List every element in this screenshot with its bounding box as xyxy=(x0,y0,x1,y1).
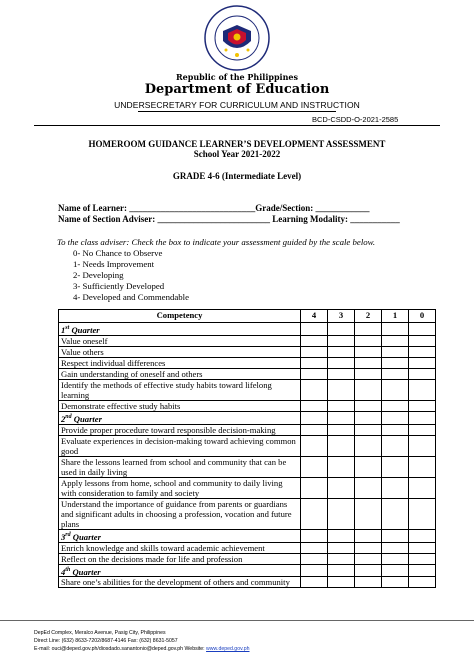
checkbox-cell[interactable] xyxy=(382,424,409,435)
competency-cell: Demonstrate effective study habits xyxy=(59,400,301,411)
checkbox-cell[interactable] xyxy=(301,335,328,346)
checkbox-cell[interactable] xyxy=(328,379,355,400)
instruction-text: To the class adviser: Check the box to indicate your assessment guided by the scale below. xyxy=(57,237,376,247)
header-divider xyxy=(138,111,336,112)
table-row xyxy=(59,368,436,379)
scale-item: 4- Developed and Commendable xyxy=(73,292,190,302)
checkbox-cell[interactable] xyxy=(382,477,409,498)
score-cell[interactable] xyxy=(409,564,436,577)
checkbox-cell[interactable] xyxy=(301,346,328,357)
republic-line: Republic of the Philippines xyxy=(175,72,298,82)
quarter-row xyxy=(59,323,436,336)
checkbox-cell[interactable] xyxy=(409,335,436,346)
scale-item: 1- Needs Improvement xyxy=(73,259,155,269)
checkbox-cell[interactable] xyxy=(328,357,355,368)
checkbox-cell[interactable] xyxy=(328,553,355,564)
checkbox-cell[interactable] xyxy=(355,542,382,553)
table-row xyxy=(59,424,436,435)
competency-cell: Gain understanding of oneself and others xyxy=(59,368,301,379)
checkbox-cell[interactable] xyxy=(301,400,328,411)
footer-address: DepEd Complex, Meralco Avenue, Pasig City, Philippines xyxy=(34,630,166,636)
learner-grade-field-row[interactable]: Name of Learner: ____________________________Grade/Section: ____________ xyxy=(58,203,370,213)
checkbox-cell[interactable] xyxy=(328,498,355,529)
quarter-row xyxy=(59,411,436,424)
checkbox-cell[interactable] xyxy=(328,477,355,498)
table-row xyxy=(59,577,436,588)
table-row xyxy=(59,542,436,553)
footer-divider xyxy=(0,620,474,621)
quarter-label: 3rd Quarter xyxy=(59,529,301,542)
score-cell[interactable] xyxy=(355,529,382,542)
score-cell[interactable] xyxy=(328,564,355,577)
competency-cell: Evaluate experiences in decision-making toward achieving common good xyxy=(59,435,301,456)
competency-cell: Value others xyxy=(59,346,301,357)
competency-cell: Apply lessons from home, school and community to daily living with consideration to family and society xyxy=(59,477,301,498)
checkbox-cell[interactable] xyxy=(382,456,409,477)
undersecretary-line: UNDERSECRETARY FOR CURRICULUM AND INSTRUCTION xyxy=(114,100,360,110)
table-row xyxy=(59,553,436,564)
checkbox-cell[interactable] xyxy=(301,553,328,564)
score-cell[interactable] xyxy=(382,323,409,336)
score-cell[interactable] xyxy=(409,323,436,336)
competency-cell: Provide proper procedure toward responsible decision-making xyxy=(59,424,301,435)
footer-email-text: E-mail: ouci@deped.gov.ph/diosdado.sanantonio@deped.gov.ph Website: xyxy=(34,646,205,652)
score-cell[interactable] xyxy=(301,323,328,336)
score-cell[interactable] xyxy=(409,411,436,424)
checkbox-cell[interactable] xyxy=(301,435,328,456)
competency-cell: Share one’s abilities for the development of others and community xyxy=(59,577,301,588)
checkbox-cell[interactable] xyxy=(382,553,409,564)
checkbox-cell[interactable] xyxy=(382,368,409,379)
quarter-row xyxy=(59,564,436,577)
scale-item: 3- Sufficiently Developed xyxy=(73,281,165,291)
adviser-modality-field-row[interactable]: Name of Section Adviser: _________________________ Learning Modality: ___________ xyxy=(58,214,400,224)
footer-website-link[interactable]: www.deped.gov.ph xyxy=(206,646,250,652)
document-title: HOMEROOM GUIDANCE LEARNER’S DEVELOPMENT ASSESSMENT xyxy=(88,139,386,149)
checkbox-cell[interactable] xyxy=(301,498,328,529)
checkbox-cell[interactable] xyxy=(301,424,328,435)
checkbox-cell[interactable] xyxy=(328,335,355,346)
checkbox-cell[interactable] xyxy=(382,335,409,346)
checkbox-cell[interactable] xyxy=(409,400,436,411)
checkbox-cell[interactable] xyxy=(382,542,409,553)
score-cell[interactable] xyxy=(328,529,355,542)
score-cell[interactable] xyxy=(409,529,436,542)
checkbox-cell[interactable] xyxy=(355,577,382,588)
table-row xyxy=(59,335,436,346)
quarter-label: 1st Quarter xyxy=(59,323,301,336)
checkbox-cell[interactable] xyxy=(382,346,409,357)
score-cell[interactable] xyxy=(382,564,409,577)
checkbox-cell[interactable] xyxy=(409,424,436,435)
checkbox-cell[interactable] xyxy=(301,542,328,553)
checkbox-cell[interactable] xyxy=(382,400,409,411)
table-header-row xyxy=(59,310,436,323)
score-cell[interactable] xyxy=(382,529,409,542)
header-rule xyxy=(34,125,440,126)
checkbox-cell[interactable] xyxy=(328,435,355,456)
checkbox-cell[interactable] xyxy=(355,553,382,564)
checkbox-cell[interactable] xyxy=(328,456,355,477)
grade-level: GRADE 4-6 (Intermediate Level) xyxy=(172,171,302,181)
checkbox-cell[interactable] xyxy=(355,357,382,368)
header-competency: Competency xyxy=(59,310,301,323)
table-row xyxy=(59,498,436,529)
checkbox-cell[interactable] xyxy=(328,577,355,588)
header-score-3: 3 xyxy=(328,310,355,323)
competency-cell: Share the lessons learned from school and community that can be used in daily living xyxy=(59,456,301,477)
checkbox-cell[interactable] xyxy=(355,498,382,529)
quarter-row xyxy=(59,529,436,542)
checkbox-cell[interactable] xyxy=(355,424,382,435)
checkbox-cell[interactable] xyxy=(301,456,328,477)
checkbox-cell[interactable] xyxy=(355,368,382,379)
checkbox-cell[interactable] xyxy=(301,368,328,379)
checkbox-cell[interactable] xyxy=(355,435,382,456)
checkbox-cell[interactable] xyxy=(409,542,436,553)
competency-cell: Understand the importance of guidance from parents or guardians and significant adults in choosing a profession, vocation and future plans xyxy=(59,498,301,529)
table-row xyxy=(59,435,436,456)
checkbox-cell[interactable] xyxy=(355,456,382,477)
deped-seal-logo xyxy=(204,5,270,71)
checkbox-cell[interactable] xyxy=(409,553,436,564)
header-score-1: 1 xyxy=(382,310,409,323)
score-cell[interactable] xyxy=(355,564,382,577)
checkbox-cell[interactable] xyxy=(328,368,355,379)
table-row xyxy=(59,357,436,368)
competency-table xyxy=(58,309,436,588)
score-cell[interactable] xyxy=(355,411,382,424)
score-cell[interactable] xyxy=(328,411,355,424)
checkbox-cell[interactable] xyxy=(328,424,355,435)
quarter-label: 4th Quarter xyxy=(59,564,301,577)
competency-cell: Identify the methods of effective study habits toward lifelong learning xyxy=(59,379,301,400)
competency-cell: Value oneself xyxy=(59,335,301,346)
checkbox-cell[interactable] xyxy=(382,435,409,456)
table-row xyxy=(59,477,436,498)
checkbox-cell[interactable] xyxy=(409,577,436,588)
checkbox-cell[interactable] xyxy=(355,335,382,346)
checkbox-cell[interactable] xyxy=(355,400,382,411)
checkbox-cell[interactable] xyxy=(409,357,436,368)
scale-item: 0- No Chance to Observe xyxy=(73,248,163,258)
checkbox-cell[interactable] xyxy=(328,346,355,357)
checkbox-cell[interactable] xyxy=(301,379,328,400)
competency-cell: Reflect on the decisions made for life and profession xyxy=(59,553,301,564)
checkbox-cell[interactable] xyxy=(382,498,409,529)
header-score-4: 4 xyxy=(301,310,328,323)
checkbox-cell[interactable] xyxy=(409,379,436,400)
checkbox-cell[interactable] xyxy=(301,477,328,498)
checkbox-cell[interactable] xyxy=(409,498,436,529)
scale-item: 2- Developing xyxy=(73,270,124,280)
checkbox-cell[interactable] xyxy=(409,477,436,498)
score-cell[interactable] xyxy=(382,411,409,424)
school-year: School Year 2021-2022 xyxy=(193,149,281,159)
quarter-label: 2nd Quarter xyxy=(59,411,301,424)
document-code: BCD-CSDD-O-2021-2585 xyxy=(312,115,399,124)
checkbox-cell[interactable] xyxy=(409,346,436,357)
checkbox-cell[interactable] xyxy=(382,357,409,368)
checkbox-cell[interactable] xyxy=(301,357,328,368)
competency-cell: Respect individual differences xyxy=(59,357,301,368)
checkbox-cell[interactable] xyxy=(355,379,382,400)
department-name: Department of Education xyxy=(144,82,330,97)
table-row xyxy=(59,456,436,477)
checkbox-cell[interactable] xyxy=(355,346,382,357)
score-cell[interactable] xyxy=(328,323,355,336)
checkbox-cell[interactable] xyxy=(409,368,436,379)
checkbox-cell[interactable] xyxy=(382,577,409,588)
header-score-0: 0 xyxy=(409,310,436,323)
checkbox-cell[interactable] xyxy=(301,577,328,588)
checkbox-cell[interactable] xyxy=(328,400,355,411)
checkbox-cell[interactable] xyxy=(409,435,436,456)
checkbox-cell[interactable] xyxy=(409,456,436,477)
score-cell[interactable] xyxy=(301,411,328,424)
score-cell[interactable] xyxy=(301,529,328,542)
checkbox-cell[interactable] xyxy=(382,379,409,400)
footer-direct-line: Direct Line: (632) 8633-7202/8687-4146 Fax: (632) 8631-5057 xyxy=(34,638,178,644)
table-row xyxy=(59,346,436,357)
table-row xyxy=(59,379,436,400)
competency-cell: Enrich knowledge and skills toward academic achievement xyxy=(59,542,301,553)
score-cell[interactable] xyxy=(355,323,382,336)
header-score-2: 2 xyxy=(355,310,382,323)
table-row xyxy=(59,400,436,411)
checkbox-cell[interactable] xyxy=(355,477,382,498)
checkbox-cell[interactable] xyxy=(328,542,355,553)
score-cell[interactable] xyxy=(301,564,328,577)
footer-email xyxy=(34,646,250,652)
